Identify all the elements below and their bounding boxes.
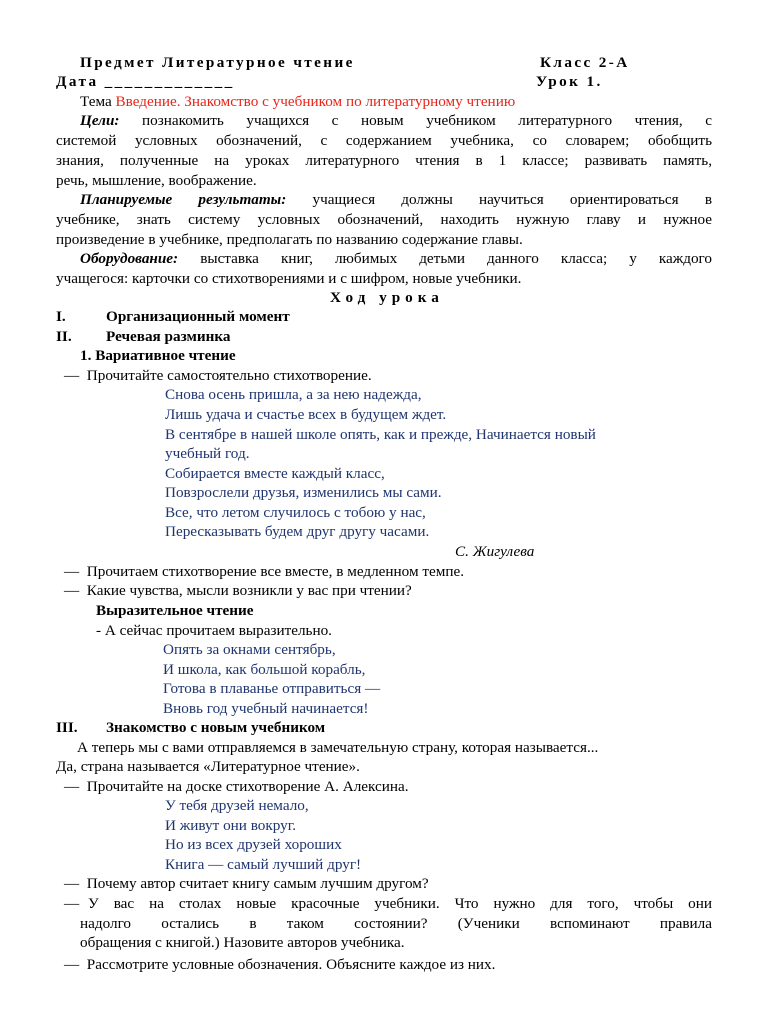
expressive-reading-title: Выразительное чтение <box>96 602 254 619</box>
equipment-first-line: Оборудование: выставка книг, любимых детьми данного класса; у каждого <box>80 250 713 267</box>
poem-line: учебный год. <box>165 445 250 462</box>
poem-line: Лишь удача и счастье всех в будущем ждет. <box>165 406 447 423</box>
dash-marker: — <box>64 367 80 384</box>
section-2-number: II. <box>56 328 72 345</box>
poem-line: Все, что летом случилось с тобою у нас, <box>165 504 426 521</box>
section-1-heading <box>56 307 290 326</box>
topic-value: Введение. Знакомство с учебником по литературному чтению <box>115 93 516 110</box>
instruction-read-together: Прочитаем стихотворение все вместе, в медленном темпе. <box>86 563 465 580</box>
subsection-variative-reading: 1. Вариативное чтение <box>80 347 236 364</box>
poem-line: Снова осень пришла, а за нею надежда, <box>165 386 422 403</box>
question-textbook-line: надолго остались в таком состоянии? (Ученики вспоминают правила <box>80 915 712 932</box>
dash-item <box>64 562 464 581</box>
results-first-line: Планируемые результаты: учащиеся должны научиться ориентироваться в <box>80 191 713 208</box>
date-line: Дата _____________ <box>56 73 235 90</box>
intro-line: А теперь мы с вами отправляемся в замечательную страну, которая называется... <box>77 739 599 756</box>
goals-line: системой условных обозначений, с содержанием учебника, со словарем; обобщить <box>56 132 712 149</box>
poem-line: Собирается вместе каждый класс, <box>165 465 385 482</box>
section-3-title: Знакомство с новым учебником <box>106 719 326 736</box>
equipment-label: Оборудование: <box>80 250 179 267</box>
subject-line: Предмет Литературное чтение <box>80 54 355 71</box>
poem-line: Готова в плаванье отправиться — <box>163 680 381 697</box>
topic-label: Тема <box>80 93 112 110</box>
dash-item <box>64 955 495 974</box>
question-textbook-line: У вас на столах новые красочные учебники. Что нужно для того, чтобы они <box>88 895 712 912</box>
poem-line: И живут они вокруг. <box>165 817 297 834</box>
section-1-title: Организационный момент <box>106 308 290 325</box>
question-textbook-line: обращения с книгой.) Назовите авторов учебника. <box>80 934 405 951</box>
section-2-heading <box>56 327 230 346</box>
poem-line: Книга — самый лучший друг! <box>165 856 362 873</box>
dash-marker: — <box>64 563 80 580</box>
course-title: Ход урока <box>330 289 444 306</box>
dash-item <box>64 366 372 385</box>
instruction-read-alone: Прочитайте самостоятельно стихотворение. <box>86 367 372 384</box>
poem-line: Опять за окнами сентябрь, <box>163 641 336 658</box>
results-line: произведение в учебнике, предполагать по названию содержание главы. <box>56 231 523 248</box>
poem-author: С. Жигулева <box>455 543 535 560</box>
lesson-number: Урок 1. <box>536 73 603 90</box>
goals-line: речь, мышление, воображение. <box>56 172 257 189</box>
results-line: учебнике, знать систему условных обозначений, находить нужную главу и нужное <box>56 211 712 228</box>
section-3-number: III. <box>56 719 78 736</box>
question-feelings: Какие чувства, мысли возникли у вас при чтении? <box>86 582 412 599</box>
poem-line: Повзрослели друзья, изменились мы сами. <box>165 484 442 501</box>
expressive-reading-instruction: - А сейчас прочитаем выразительно. <box>96 622 332 639</box>
poem-line: И школа, как большой корабль, <box>163 661 366 678</box>
topic-line <box>80 92 515 111</box>
question-best-friend: Почему автор считает книгу самым лучшим другом? <box>86 875 429 892</box>
dash-marker: — <box>64 956 80 973</box>
goals-label: Цели: <box>80 112 120 129</box>
dash-item <box>64 581 412 600</box>
results-label: Планируемые результаты: <box>80 191 287 208</box>
poem-line: В сентябре в нашей школе опять, как и прежде, Начинается новый <box>165 426 596 443</box>
dash-marker: — <box>64 895 80 912</box>
dash-item <box>64 777 409 796</box>
poem-line: Вновь год учебный начинается! <box>163 700 369 717</box>
poem-line: Но из всех друзей хороших <box>165 836 342 853</box>
section-3-heading <box>56 718 325 737</box>
instruction-symbols: Рассмотрите условные обозначения. Объясните каждое из них. <box>86 956 496 973</box>
goals-first-line: Цели: познакомить учащихся с новым учебником литературного чтения, с <box>80 112 712 129</box>
dash-marker: — <box>64 875 80 892</box>
class-label: Класс 2-А <box>540 54 630 71</box>
instruction-read-board: Прочитайте на доске стихотворение А. Алексина. <box>86 778 409 795</box>
goals-line: знания, полученные на уроках литературного чтения в 1 классе; развивать память, <box>56 152 712 169</box>
section-2-title: Речевая разминка <box>106 328 231 345</box>
poem-line: Пересказывать будем друг другу часами. <box>165 523 430 540</box>
dash-marker: — <box>64 582 80 599</box>
section-1-number: I. <box>56 308 66 325</box>
equipment-line: учащегося: карточки со стихотворениями и с шифром, новые учебники. <box>56 270 522 287</box>
poem-line: У тебя друзей немало, <box>165 797 309 814</box>
intro-line: Да, страна называется «Литературное чтение». <box>56 758 360 775</box>
dash-marker: — <box>64 778 80 795</box>
dash-item <box>64 874 429 893</box>
